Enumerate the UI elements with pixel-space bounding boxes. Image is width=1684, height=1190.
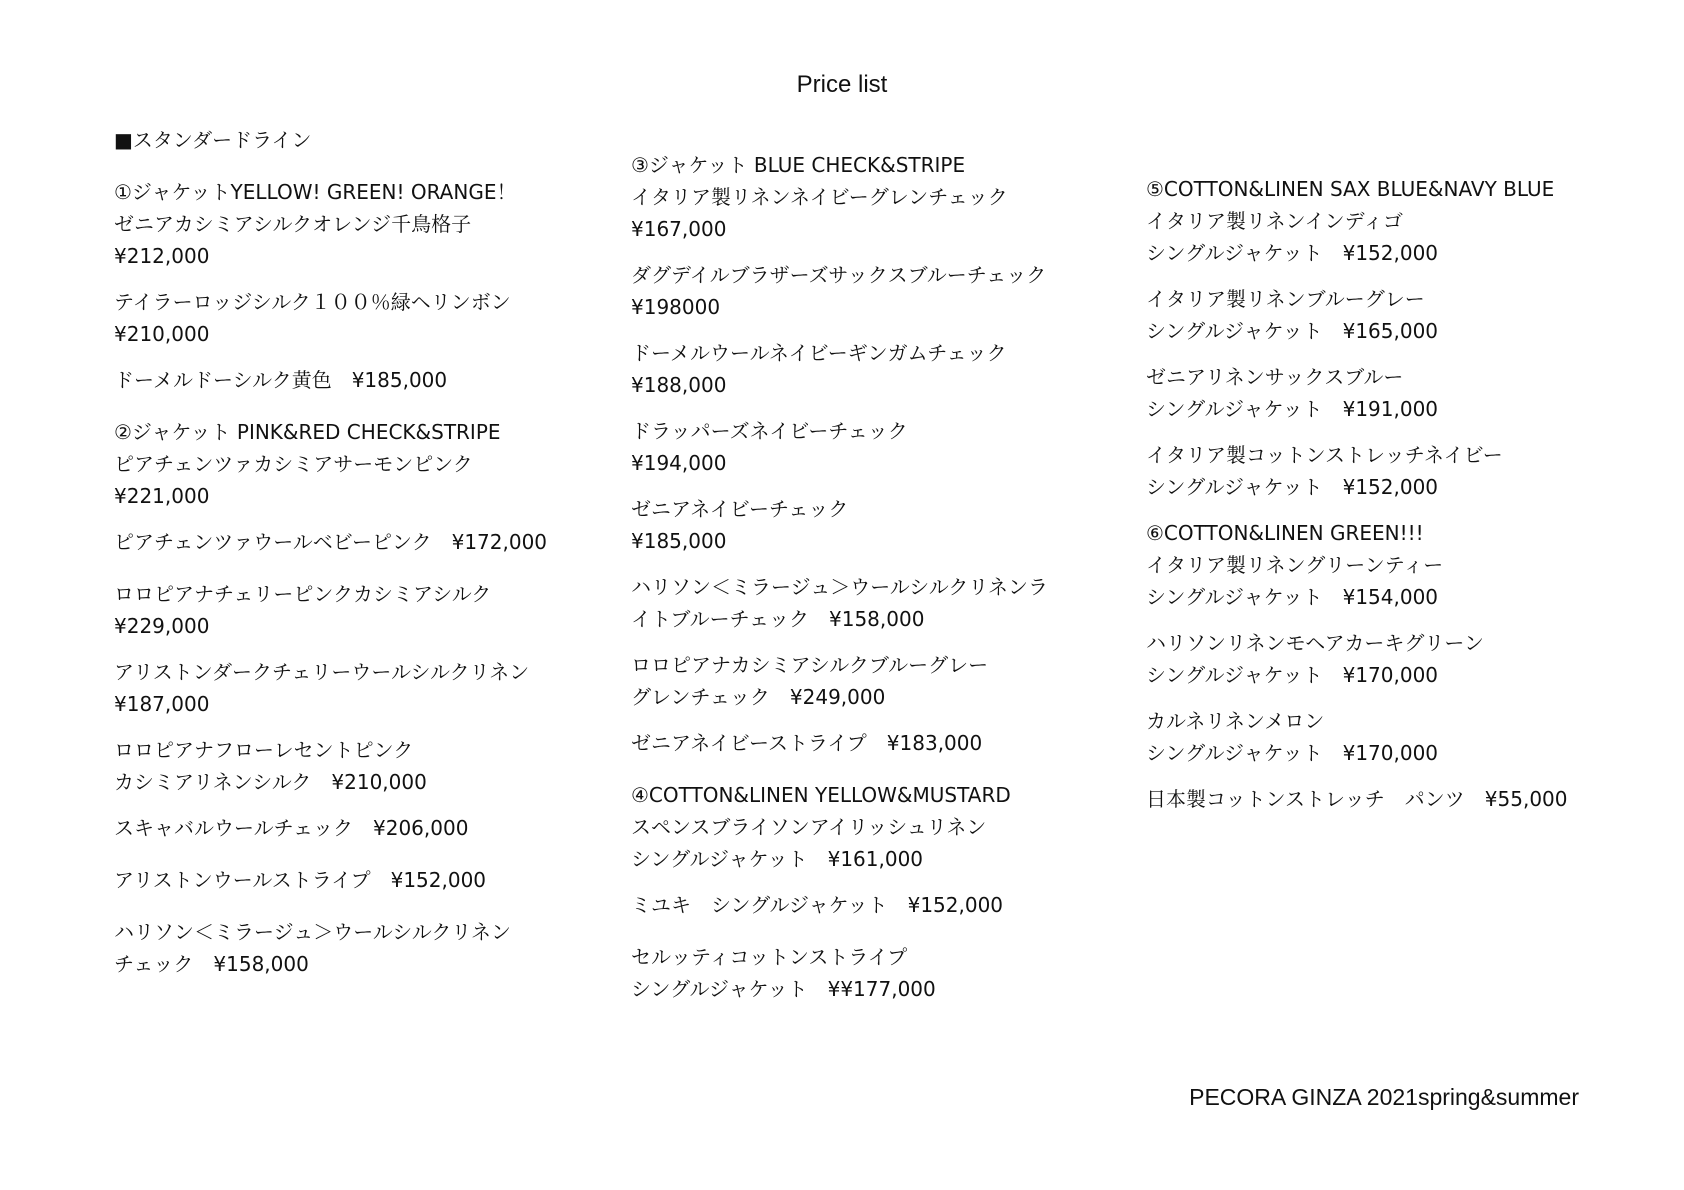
price-item: [631, 259, 1048, 323]
price-item: [1146, 439, 1568, 503]
price-item-line: ゼニアネイビーチェック: [631, 497, 849, 521]
price-item-line: 日本製コットンストレッチ パンツ ¥55,000: [1146, 787, 1568, 811]
price-item-line: ⑤COTTON&LINEN SAX BLUE&NAVY BLUE: [1146, 177, 1555, 201]
footer-brand: PECORA GINZA 2021spring&summer: [1189, 1084, 1579, 1110]
price-item: [1146, 627, 1568, 691]
price-item-line: ハリソンリネンモヘアカーキグリーン: [1146, 631, 1484, 655]
price-item-line: イタリア製リネンネイビーグレンチェック: [631, 185, 1008, 209]
price-item-line: ロロピアナフローレセントピンク: [114, 738, 414, 762]
price-item: [114, 286, 547, 350]
price-item: [631, 649, 1048, 713]
price-item-line: ■スタンダードライン: [114, 128, 312, 152]
price-item: [114, 734, 547, 798]
price-item-line: シングルジャケット ¥161,000: [631, 847, 924, 871]
price-item-line: イタリア製コットンストレッチネイビー: [1146, 443, 1503, 467]
price-item-line: アリストンダークチェリーウールシルクリネン: [114, 660, 530, 684]
price-item-line: スペンスブライソンアイリッシュリネン: [631, 815, 987, 839]
price-item: [1146, 173, 1568, 269]
price-item: [631, 493, 1048, 557]
price-item: [114, 124, 547, 156]
price-item-line: セルッティコットンストライプ: [631, 945, 908, 969]
price-item: [114, 864, 547, 896]
price-item: [114, 656, 547, 720]
price-item: [114, 176, 547, 272]
price-item-line: ハリソン＜ミラージュ＞ウールシルクリネンラ: [631, 575, 1048, 599]
price-item-line: ¥221,000: [114, 484, 210, 508]
price-item: [114, 916, 547, 980]
price-item: [1146, 283, 1568, 347]
price-item-line: ピアチェンツァカシミアサーモンピンク: [114, 452, 473, 476]
price-item-line: ¥198000: [631, 295, 721, 319]
price-item-line: ¥212,000: [114, 244, 210, 268]
price-item-line: ドーメルウールネイビーギンガムチェック: [631, 341, 1007, 365]
price-column-2: [631, 149, 1048, 1019]
price-item-line: ゼニアカシミアシルクオレンジ千鳥格子: [114, 212, 472, 236]
price-item: [114, 364, 547, 396]
price-item-line: ①ジャケットYELLOW! GREEN! ORANGE！: [114, 180, 517, 204]
price-item-line: ドーメルドーシルク黄色 ¥185,000: [114, 368, 448, 392]
price-item: [114, 578, 547, 642]
price-item: [114, 526, 547, 558]
price-item: [1146, 705, 1568, 769]
price-item-line: イタリア製リネングリーンティー: [1146, 553, 1444, 577]
price-item-line: ロロピアナチェリーピンクカシミアシルク: [114, 582, 492, 606]
price-item-line: シングルジャケット ¥152,000: [1146, 241, 1439, 265]
price-item-line: イタリア製リネンインディゴ: [1146, 209, 1403, 233]
price-item-line: ダグデイルブラザーズサックスブルーチェック: [631, 263, 1047, 287]
price-item-line: ゼニアリネンサックスブルー: [1146, 365, 1404, 389]
price-item-line: ドラッパーズネイビーチェック: [631, 419, 908, 443]
price-item: [631, 149, 1048, 245]
price-item: [114, 416, 547, 512]
price-item-line: カルネリネンメロン: [1146, 709, 1325, 733]
price-item-line: ゼニアネイビーストライプ ¥183,000: [631, 731, 983, 755]
price-item: [631, 941, 1048, 1005]
price-item-line: グレンチェック ¥249,000: [631, 685, 886, 709]
price-item-line: ロロピアナカシミアシルクブルーグレー: [631, 653, 989, 677]
price-item-line: ⑥COTTON&LINEN GREEN!!!: [1146, 521, 1424, 545]
price-item-line: シングルジャケット ¥170,000: [1146, 741, 1439, 765]
price-column-1: [114, 124, 547, 994]
price-item-line: シングルジャケット ¥¥177,000: [631, 977, 936, 1001]
price-item-line: カシミアリネンシルク ¥210,000: [114, 770, 427, 794]
price-item-line: ¥167,000: [631, 217, 727, 241]
price-item-line: ④COTTON&LINEN YELLOW&MUSTARD: [631, 783, 1011, 807]
price-item-line: ¥185,000: [631, 529, 727, 553]
price-item-line: シングルジャケット ¥191,000: [1146, 397, 1439, 421]
price-item: [114, 812, 547, 844]
price-item: [631, 779, 1048, 875]
price-item: [1146, 361, 1568, 425]
price-item: [631, 889, 1048, 921]
price-item-line: アリストンウールストライプ ¥152,000: [114, 868, 487, 892]
price-item-line: ¥210,000: [114, 322, 210, 346]
price-item: [631, 571, 1048, 635]
price-item-line: ②ジャケット PINK&RED CHECK&STRIPE: [114, 420, 501, 444]
price-item-line: チェック ¥158,000: [114, 952, 309, 976]
price-item-line: ¥187,000: [114, 692, 210, 716]
price-item-line: テイラーロッジシルク１００％緑ヘリンボン: [114, 290, 511, 314]
price-item-line: ③ジャケット BLUE CHECK&STRIPE: [631, 153, 966, 177]
price-item-line: ¥229,000: [114, 614, 210, 638]
price-item-line: シングルジャケット ¥170,000: [1146, 663, 1439, 687]
price-item-line: シングルジャケット ¥165,000: [1146, 319, 1439, 343]
price-item-line: ¥194,000: [631, 451, 727, 475]
page-title: Price list: [796, 71, 888, 98]
price-item: [1146, 783, 1568, 815]
price-item: [1146, 517, 1568, 613]
price-item: [631, 415, 1048, 479]
price-item: [631, 337, 1048, 401]
price-item-line: ミユキ シングルジャケット ¥152,000: [631, 893, 1004, 917]
price-item-line: イトブルーチェック ¥158,000: [631, 607, 925, 631]
price-item-line: ¥188,000: [631, 373, 727, 397]
price-item-line: ピアチェンツァウールベビーピンク ¥172,000: [114, 530, 548, 554]
price-item-line: スキャバルウールチェック ¥206,000: [114, 816, 469, 840]
price-item-line: シングルジャケット ¥154,000: [1146, 585, 1439, 609]
price-item: [631, 727, 1048, 759]
price-item-line: シングルジャケット ¥152,000: [1146, 475, 1439, 499]
price-item-line: ハリソン＜ミラージュ＞ウールシルクリネン: [114, 920, 511, 944]
price-column-3: [1146, 173, 1568, 835]
price-item-line: イタリア製リネンブルーグレー: [1146, 287, 1425, 311]
